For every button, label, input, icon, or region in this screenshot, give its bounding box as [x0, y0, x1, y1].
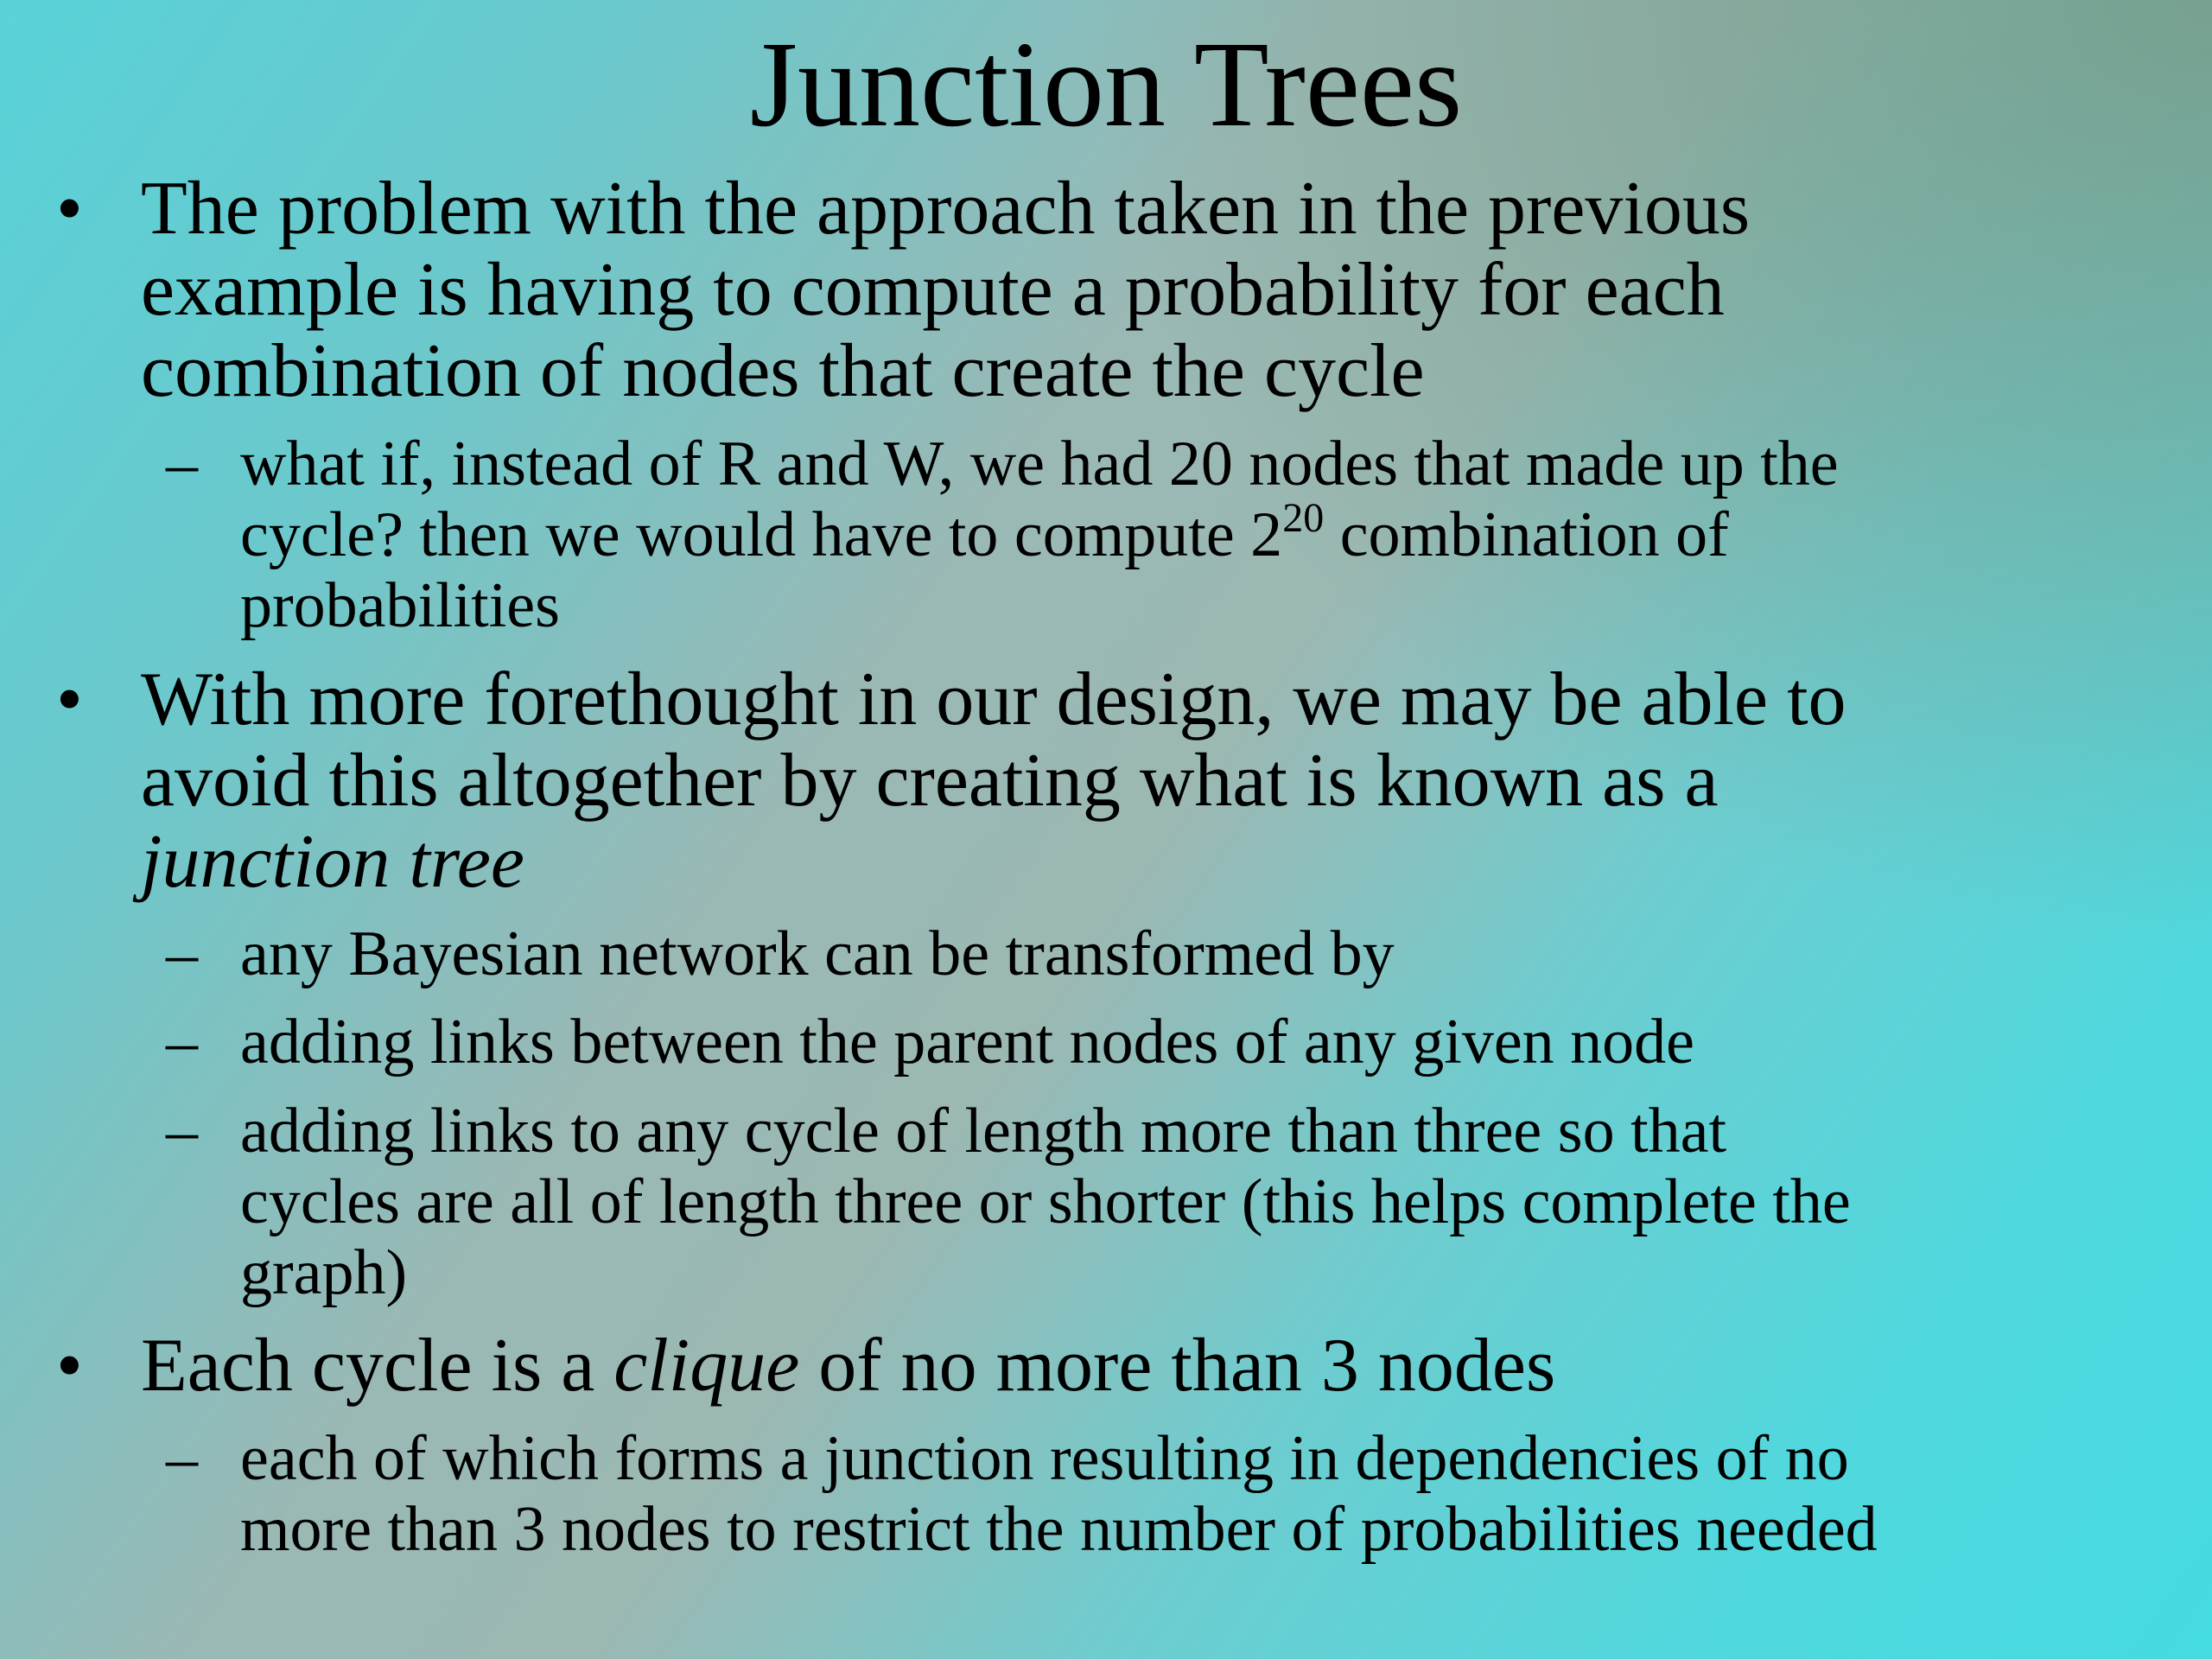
sub-bullet-marker: – — [166, 1007, 198, 1077]
sub-bullet-3-line-1: adding links between the parent nodes of any given node — [240, 1007, 1695, 1077]
bullet-3-text — [141, 1325, 1555, 1407]
sub-bullet-2-line-1: any Bayesian network can be transformed by — [240, 918, 1395, 989]
sub-bullet-1-line-2-start: cycle? then we would have to compute 2 — [240, 499, 1283, 570]
bullet-1-line-1: The problem with the approach taken in the previous — [141, 167, 1751, 251]
exponent-superscript: 20 — [1282, 495, 1325, 541]
bullet-2-line-1: With more forethought in our design, we may be able to — [141, 658, 1847, 741]
bullet-1-line-2: example is having to compute a probability for each — [141, 248, 1725, 332]
sub-bullet-4-line-1: adding links to any cycle of length more than three so that — [240, 1096, 1727, 1166]
bullet-marker: • — [56, 167, 83, 251]
bullet-marker: • — [56, 658, 83, 741]
sub-bullet-1-text — [240, 429, 1839, 641]
sub-bullet-1-line-3: probabilities — [240, 570, 560, 641]
bullet-marker: • — [56, 1324, 83, 1408]
bullet-3-line-1-start: Each cycle is a — [141, 1324, 614, 1408]
sub-bullet-4-line-2: cycles are all of length three or shorter (this helps complete the — [240, 1166, 1851, 1237]
sub-bullet-marker: – — [166, 1096, 198, 1166]
bullet-3-line-1 — [141, 1325, 1555, 1407]
sub-bullet-2-text — [240, 918, 1395, 989]
sub-bullet-5-text — [240, 1423, 1878, 1565]
sub-bullet-marker: – — [166, 1423, 198, 1494]
bullet-1-line-3: combination of nodes that create the cycle — [141, 329, 1425, 413]
sub-bullet-5-line-2: more than 3 nodes to restrict the number of probabilities needed — [240, 1494, 1878, 1565]
sub-bullet-marker: – — [166, 429, 198, 499]
sub-bullet-1-line-2-end: combination of — [1324, 499, 1729, 570]
sub-bullet-3-text — [240, 1007, 1694, 1077]
bullet-2-line-3-junction-tree: junction tree — [141, 820, 524, 904]
bullet-2-line-2: avoid this altogether by creating what is known as a — [141, 739, 1719, 823]
sub-bullet-1-line-1: what if, instead of R and W, we had 20 nodes that made up the — [240, 429, 1839, 499]
sub-bullet-5-line-1: each of which forms a junction resulting in dependencies of no — [240, 1423, 1849, 1494]
bullet-3-line-1-end: of no more than 3 nodes — [799, 1324, 1556, 1408]
sub-bullet-1-line-2 — [240, 495, 1839, 570]
bullet-2-text — [141, 659, 1847, 903]
slide-title: Junction Trees — [749, 16, 1463, 152]
sub-bullet-marker: – — [166, 918, 198, 989]
bullet-1-text — [141, 168, 1750, 412]
sub-bullet-4-text — [240, 1096, 1851, 1308]
clique-term: clique — [613, 1324, 800, 1408]
sub-bullet-4-line-3: graph) — [240, 1237, 408, 1308]
